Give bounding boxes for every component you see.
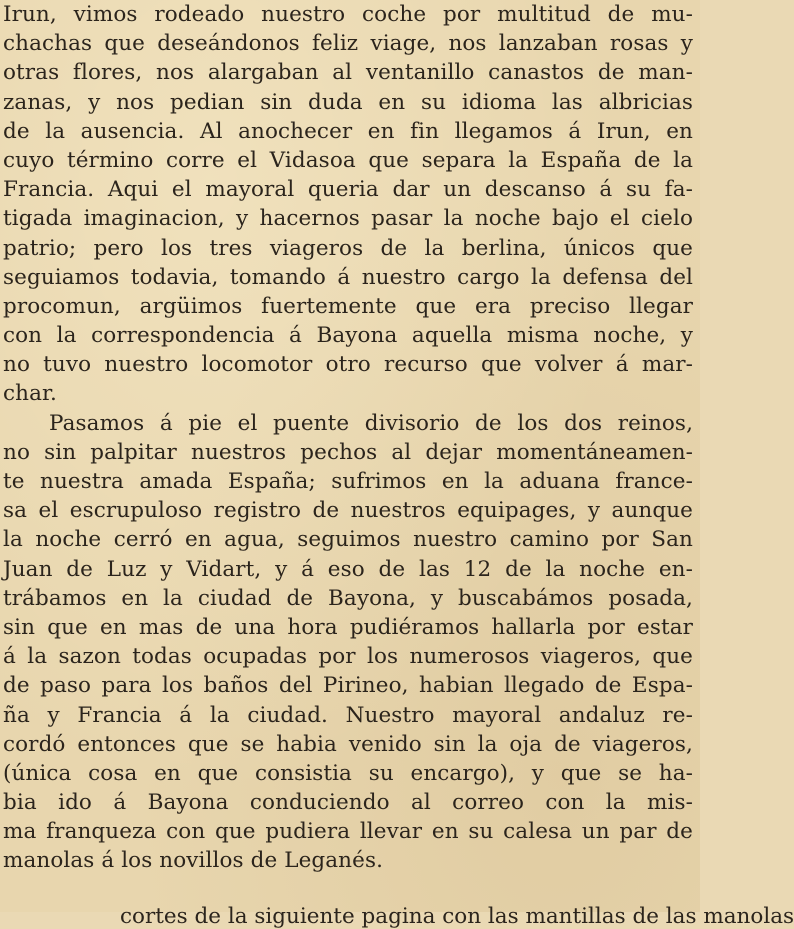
text-line: manolas á los novillos de Leganés. <box>3 848 384 874</box>
text-line: trábamos en la ciudad de Bayona, y buscabámos posada, <box>3 585 693 611</box>
text-line: ma franqueza con que pudiera llevar en su calesa un par de <box>3 819 693 845</box>
text-line: otras flores, nos alargaban al ventanillo canastos de man- <box>3 60 693 86</box>
text-line: á la sazon todas ocupadas por los numerosos viageros, que <box>3 644 693 670</box>
text-line: bia ido á Bayona conduciendo al correo con la mis- <box>3 790 693 816</box>
text-line: char. <box>3 381 57 407</box>
cut-off-text: cortes de la siguiente pagina con las mantillas de las manolas <box>120 904 794 929</box>
text-line: procomun, argüimos fuertemente que era preciso llegar <box>3 293 693 319</box>
cut-off-line <box>0 904 794 929</box>
text-line: Juan de Luz y Vidart, y á eso de las 12 de la noche en- <box>3 556 693 582</box>
text-line: cuyo término corre el Vidasoa que separa la España de la <box>3 147 693 173</box>
text-line: la noche cerró en agua, seguimos nuestro camino por San <box>3 527 693 553</box>
text-line: sin que en mas de una hora pudiéramos hallarla por estar <box>3 614 693 640</box>
text-line: de la ausencia. Al anochecer en fin llegamos á Irun, en <box>3 118 693 144</box>
text-line: con la correspondencia á Bayona aquella misma noche, y <box>3 323 693 349</box>
text-line: te nuestra amada España; sufrimos en la aduana france- <box>3 469 693 494</box>
text-line: no tuvo nuestro locomotor otro recurso que volver á mar- <box>3 352 693 378</box>
text-line: ña y Francia á la ciudad. Nuestro mayoral andaluz re- <box>3 702 693 728</box>
paragraph-start-line: Pasamos á pie el puente divisorio de los dos reinos, <box>49 410 693 436</box>
text-line: patrio; pero los tres viageros de la berlina, únicos que <box>3 235 693 261</box>
text-line: tigada imaginacion, y hacernos pasar la noche bajo el cielo <box>3 206 693 232</box>
text-line: chachas que deseándonos feliz viage, nos lanzaban rosas y <box>3 31 693 57</box>
text-line: cordó entonces que se habia venido sin la oja de viageros, <box>3 731 693 757</box>
text-line: no sin palpitar nuestros pechos al dejar momentáneamen- <box>3 439 693 465</box>
text-line: Irun, vimos rodeado nuestro coche por multitud de mu- <box>3 2 693 27</box>
text-line: seguiamos todavia, tomando á nuestro cargo la defensa del <box>3 264 693 290</box>
body-text <box>3 0 693 876</box>
text-line: Francia. Aqui el mayoral queria dar un descanso á su fa- <box>3 177 693 203</box>
text-line: sa el escrupuloso registro de nuestros equipages, y aunque <box>3 498 693 524</box>
text-line: (única cosa en que consistia su encargo), y que se ha- <box>3 760 693 786</box>
text-line: de paso para los baños del Pirineo, habian llegado de Espa- <box>3 673 693 699</box>
text-line: zanas, y nos pedian sin duda en su idioma las albricias <box>3 89 693 115</box>
